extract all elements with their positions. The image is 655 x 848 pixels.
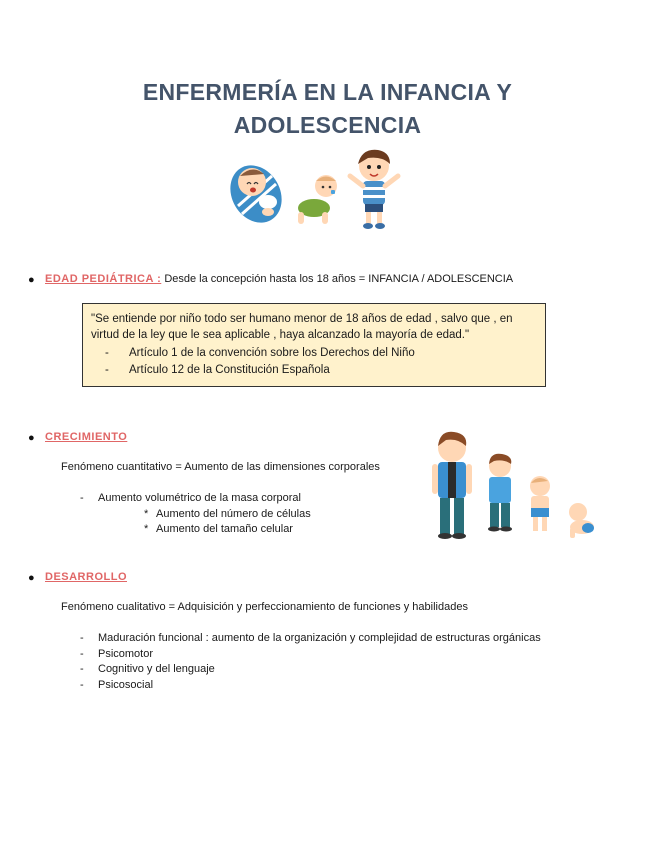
crecimiento-star-2: *: [144, 523, 149, 535]
bullet-crecimiento: ●: [28, 432, 35, 444]
toddler-stage-icon: [530, 476, 550, 531]
baby-stage-icon: [569, 503, 594, 538]
edad-heading: EDAD PEDIÁTRICA :: [45, 273, 162, 285]
desarrollo-item-1: Maduración funcional : aumento de la organización y complejidad de estructuras orgánicas: [98, 632, 541, 644]
desarrollo-dash-1: -: [80, 632, 84, 644]
quote-ref-2: Artículo 12 de la Constitución Española: [129, 364, 330, 376]
desarrollo-item-3: Cognitivo y del lenguaje: [98, 663, 215, 675]
title-line-2: ADOLESCENCIA: [233, 112, 422, 138]
crecimiento-heading: CRECIMIENTO: [45, 431, 128, 443]
crecimiento-dash: -: [80, 492, 84, 504]
crawling-baby-icon: [298, 175, 337, 224]
desarrollo-definition: Fenómeno cualitativo = Adquisición y perfeccionamiento de funciones y habilidades: [61, 601, 468, 613]
desarrollo-heading: DESARROLLO: [45, 571, 127, 583]
desarrollo-dash-4: -: [80, 679, 84, 691]
child-icon: [488, 454, 512, 532]
page-title: [0, 76, 655, 142]
growth-stages-illustration: [428, 428, 598, 544]
quote-ref-dash-2: -: [105, 364, 109, 376]
swaddled-baby-icon: [228, 156, 292, 230]
crecimiento-subitem-2: Aumento del tamaño celular: [156, 523, 293, 535]
quote-text: "Se entiende por niño todo ser humano menor de 18 años de edad , salvo que , en virtud de la ley que le sea aplicable , haya alcanzado la mayoría de edad.": [91, 313, 513, 341]
quote-ref-dash-1: -: [105, 347, 109, 359]
adult-icon: [432, 432, 472, 539]
desarrollo-item-4: Psicosocial: [98, 679, 154, 691]
quote-box: [82, 303, 546, 387]
edad-line: [45, 273, 513, 285]
desarrollo-item-2: Psicomotor: [98, 648, 154, 660]
babies-illustration: [228, 146, 404, 230]
desarrollo-dash-3: -: [80, 663, 84, 675]
title-line-1: ENFERMERÍA EN LA INFANCIA Y: [142, 79, 513, 105]
crecimiento-star-1: *: [144, 508, 149, 520]
bullet-desarrollo: ●: [28, 572, 35, 584]
desarrollo-dash-2: -: [80, 648, 84, 660]
quote-ref-1: Artículo 1 de la convención sobre los Derechos del Niño: [129, 347, 415, 359]
bullet-edad: ●: [28, 274, 35, 286]
crecimiento-item: Aumento volumétrico de la masa corporal: [98, 492, 301, 504]
crecimiento-subitem-1: Aumento del número de células: [156, 508, 311, 520]
toddler-icon: [350, 150, 398, 229]
edad-text: Desde la concepción hasta los 18 años = INFANCIA / ADOLESCENCIA: [161, 273, 514, 285]
crecimiento-definition: Fenómeno cuantitativo = Aumento de las dimensiones corporales: [61, 461, 380, 473]
